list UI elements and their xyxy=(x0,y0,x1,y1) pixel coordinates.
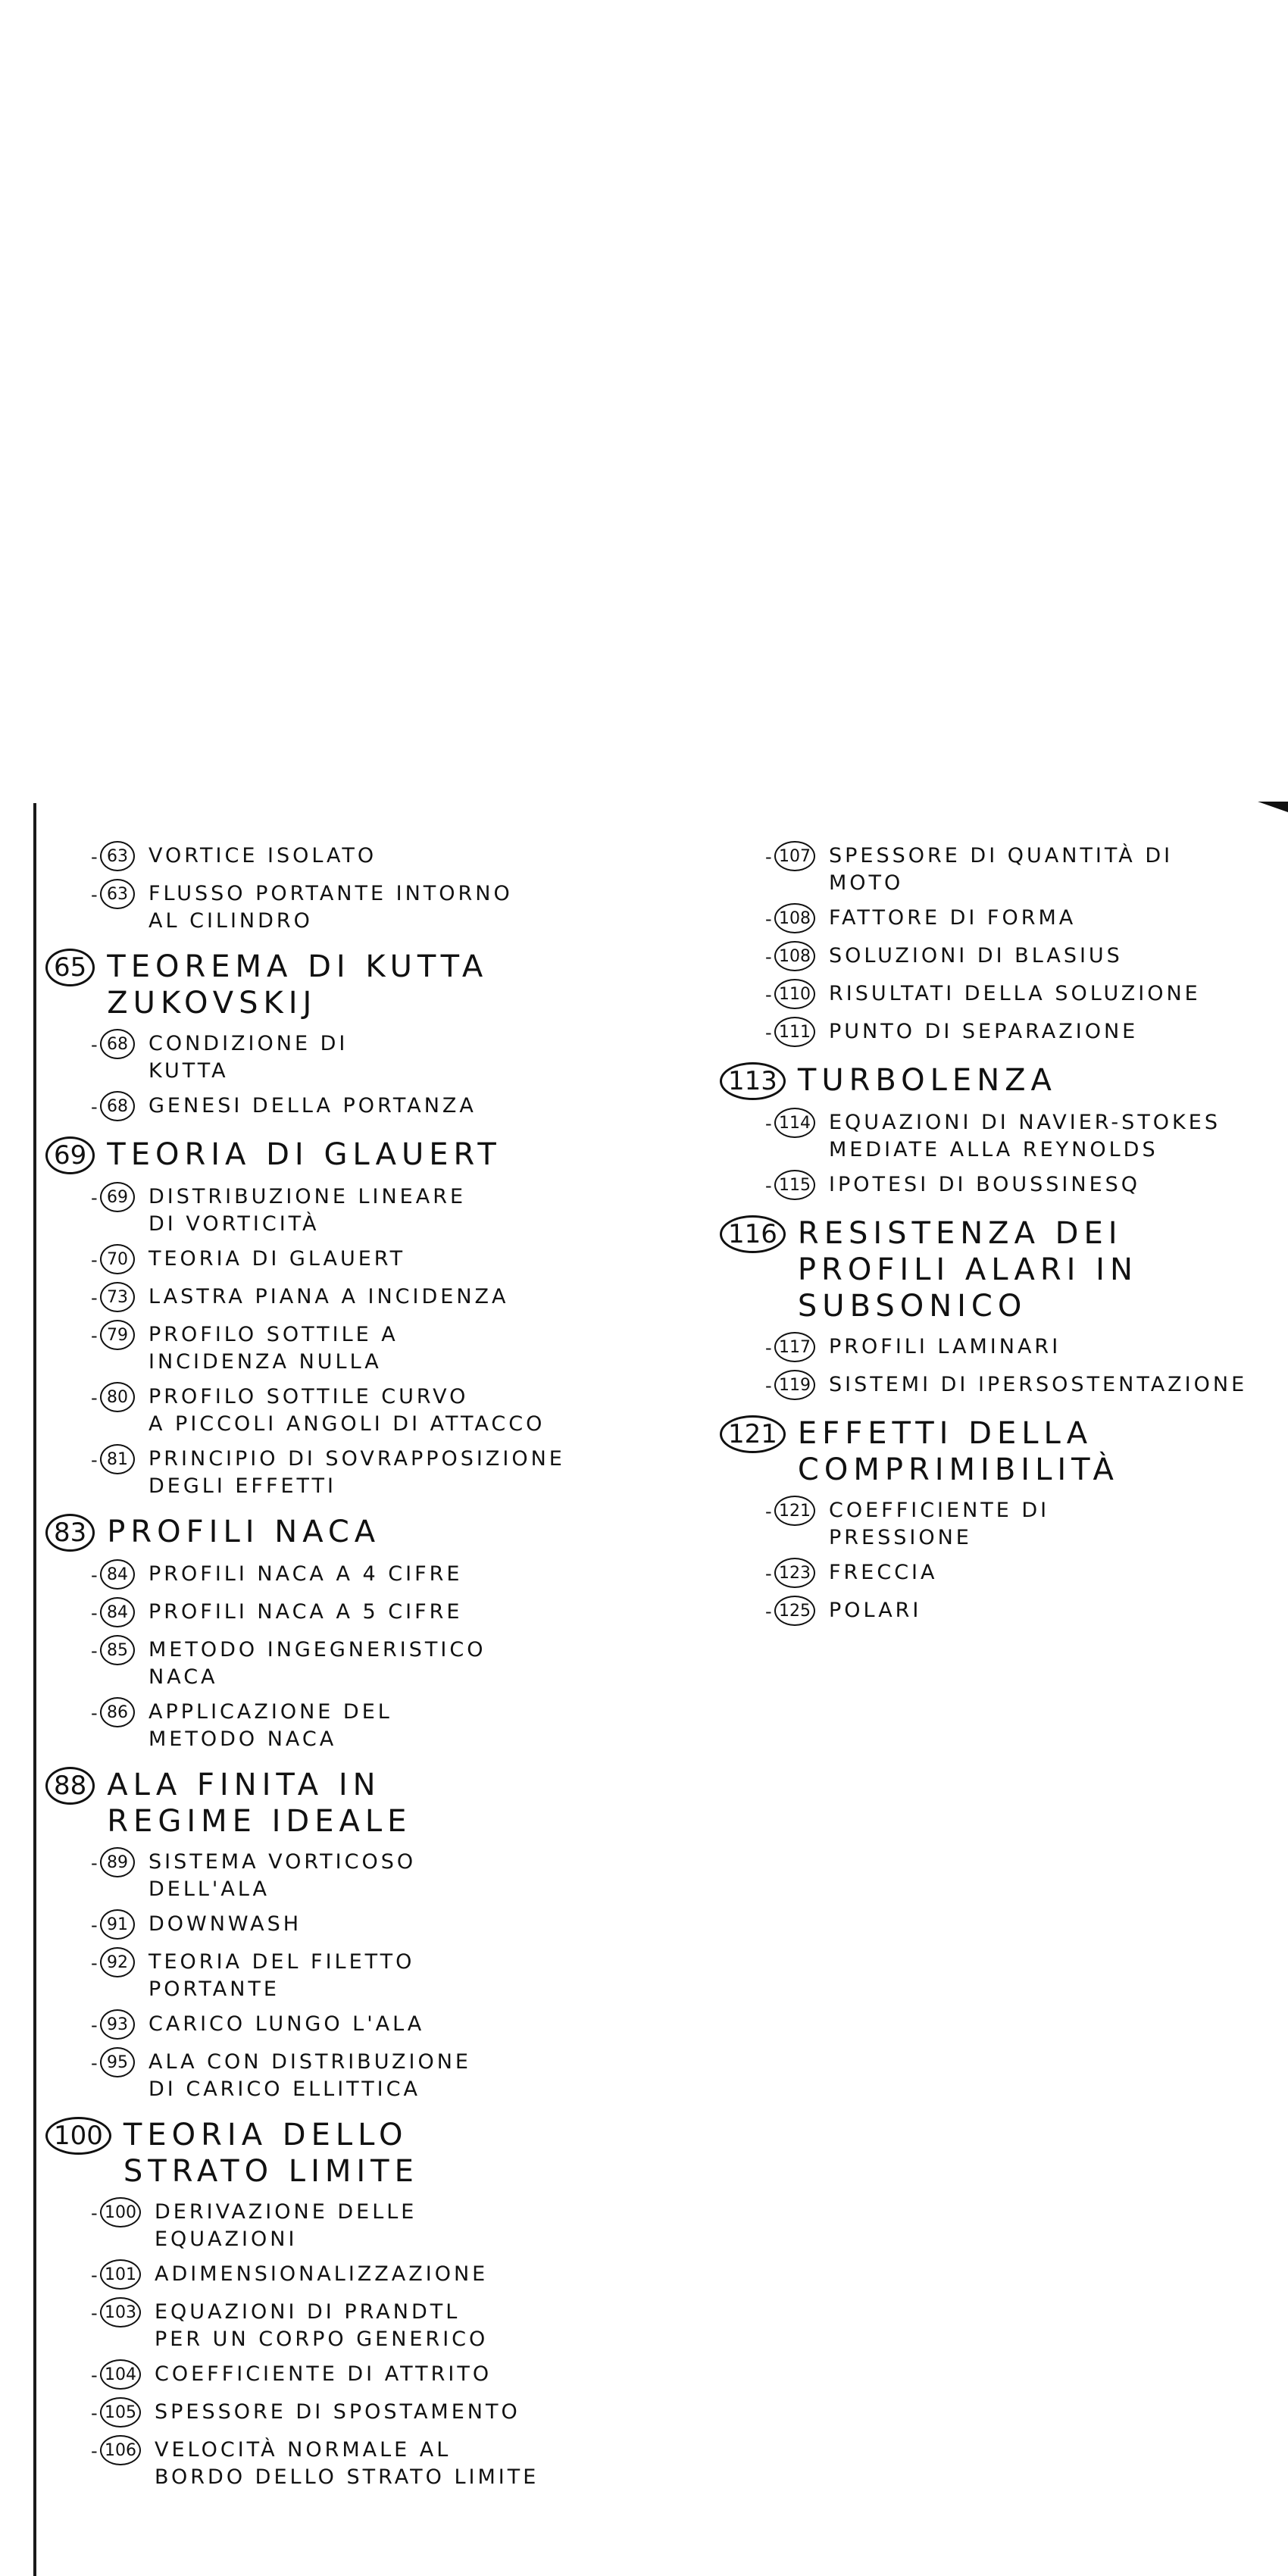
bullet-dash: - xyxy=(91,2015,98,2036)
subsection-list xyxy=(91,1029,591,1123)
item-page-number: 80 xyxy=(100,1382,135,1412)
item-page-number: 79 xyxy=(100,1320,135,1350)
section-title: TEOREMA DI KUTTA ZUKOVSKIJ xyxy=(107,949,489,1021)
list-item xyxy=(765,841,1280,897)
bullet-dash: - xyxy=(91,1852,98,1874)
item-page-number: 104 xyxy=(100,2359,141,2390)
item-title: SPESSORE DI SPOSTAMENTO xyxy=(155,2400,521,2424)
bullet-dash: - xyxy=(91,1249,98,1271)
item-title: DOWNWASH xyxy=(148,1912,302,1936)
list-item xyxy=(91,1444,591,1500)
section-heading xyxy=(45,949,591,1021)
item-page-number: 84 xyxy=(100,1597,135,1627)
right-column-index xyxy=(720,833,1280,1641)
list-item xyxy=(765,1558,1280,1590)
section-heading xyxy=(45,1767,591,1840)
list-item xyxy=(91,2435,591,2491)
list-item xyxy=(91,1091,591,1123)
item-title: PROFILI NACA A 5 CIFRE xyxy=(148,1600,463,1624)
section-title: TURBOLENZA xyxy=(797,1063,1057,1098)
list-item xyxy=(91,1909,591,1941)
subsection-list xyxy=(765,1108,1280,1202)
list-item xyxy=(91,2259,591,2291)
bullet-dash: - xyxy=(91,846,98,868)
item-title: GENESI DELLA PORTANZA xyxy=(148,1094,477,1118)
bullet-dash: - xyxy=(91,1565,98,1586)
item-page-number: 68 xyxy=(100,1029,135,1059)
item-title: PROFILI NACA A 4 CIFRE xyxy=(148,1562,463,1586)
bullet-dash: - xyxy=(91,2265,98,2286)
item-title: VELOCITÀ NORMALE AL BORDO DELLO STRATO LIMITE xyxy=(155,2438,539,2489)
bullet-dash: - xyxy=(765,1175,772,1196)
item-page-number: 101 xyxy=(100,2259,141,2290)
list-item xyxy=(765,1596,1280,1627)
bullet-dash: - xyxy=(765,1337,772,1358)
item-page-number: 95 xyxy=(100,2047,135,2077)
item-page-number: 108 xyxy=(774,941,815,971)
item-page-number: 121 xyxy=(774,1496,815,1526)
bullet-dash: - xyxy=(765,946,772,968)
subsection-list xyxy=(91,1182,591,1500)
item-page-number: 110 xyxy=(774,979,815,1009)
item-page-number: 73 xyxy=(100,1282,135,1312)
item-title: PRINCIPIO DI SOVRAPPOSIZIONE DEGLI EFFETTI xyxy=(148,1447,565,1498)
bullet-dash: - xyxy=(765,908,772,930)
section-page-number: 113 xyxy=(720,1062,786,1100)
item-title: SISTEMA VORTICOSO DELL'ALA xyxy=(148,1850,417,1901)
item-page-number: 106 xyxy=(100,2435,141,2465)
section-page-number: 69 xyxy=(45,1136,95,1174)
section-title: TEORIA DI GLAUERT xyxy=(107,1137,502,1172)
subsection-list xyxy=(765,841,1280,1049)
item-title: SISTEMI DI IPERSOSTENTAZIONE xyxy=(829,1373,1248,1396)
item-page-number: 115 xyxy=(774,1170,815,1200)
item-page-number: 103 xyxy=(100,2297,141,2327)
section-page-number: 116 xyxy=(720,1215,786,1253)
list-item xyxy=(91,1697,591,1753)
list-item xyxy=(765,1332,1280,1364)
section-page-number: 83 xyxy=(45,1514,95,1552)
bullet-dash: - xyxy=(765,1501,772,1522)
item-title: VORTICE ISOLATO xyxy=(148,844,377,868)
list-item xyxy=(91,841,591,873)
item-title: FRECCIA xyxy=(829,1561,938,1584)
section-heading xyxy=(45,2117,591,2190)
item-page-number: 91 xyxy=(100,1909,135,1940)
subsection-list xyxy=(91,1847,591,2103)
bullet-dash: - xyxy=(91,2365,98,2386)
item-title: COEFFICIENTE DI ATTRITO xyxy=(155,2362,492,2386)
subsection-list xyxy=(765,1332,1280,1402)
section-heading xyxy=(45,1514,591,1552)
subsection-list xyxy=(91,2197,591,2491)
index-section xyxy=(45,1514,591,1753)
section-title: RESISTENZA DEI PROFILI ALARI IN SUBSONICO xyxy=(797,1216,1138,1324)
page-corner-mark xyxy=(1258,802,1288,812)
item-title: ALA CON DISTRIBUZIONE DI CARICO ELLITTICA xyxy=(148,2050,471,2101)
list-item xyxy=(91,1559,591,1591)
bullet-dash: - xyxy=(91,1640,98,1662)
list-item xyxy=(91,1182,591,1238)
section-title: TEORIA DELLO STRATO LIMITE xyxy=(123,2118,419,2189)
section-page-number: 100 xyxy=(45,2117,111,2155)
list-item xyxy=(91,1597,591,1629)
list-item xyxy=(765,903,1280,935)
item-page-number: 117 xyxy=(774,1332,815,1362)
item-page-number: 125 xyxy=(774,1596,815,1626)
item-page-number: 93 xyxy=(100,2009,135,2040)
list-item xyxy=(91,2297,591,2353)
item-title: SPESSORE DI QUANTITÀ DI MOTO xyxy=(829,844,1174,895)
item-page-number: 92 xyxy=(100,1947,135,1977)
item-title: CONDIZIONE DI KUTTA xyxy=(148,1032,349,1083)
list-item xyxy=(91,1029,591,1085)
item-title: APPLICAZIONE DEL METODO NACA xyxy=(148,1700,392,1751)
bullet-dash: - xyxy=(91,1952,98,1974)
item-title: FATTORE DI FORMA xyxy=(829,906,1077,930)
left-column-index xyxy=(45,833,591,2505)
list-item xyxy=(91,1320,591,1376)
list-item xyxy=(91,1635,591,1691)
item-title: PROFILO SOTTILE A INCIDENZA NULLA xyxy=(148,1323,399,1374)
item-title: PROFILI LAMINARI xyxy=(829,1335,1061,1358)
item-title: IPOTESI DI BOUSSINESQ xyxy=(829,1173,1141,1196)
list-item xyxy=(765,1108,1280,1164)
item-page-number: 86 xyxy=(100,1697,135,1727)
section-page-number: 65 xyxy=(45,949,95,986)
list-item xyxy=(91,1947,591,2003)
bullet-dash: - xyxy=(91,1096,98,1118)
item-page-number: 108 xyxy=(774,903,815,933)
item-title: CARICO LUNGO L'ALA xyxy=(148,2012,425,2036)
item-title: TEORIA DI GLAUERT xyxy=(148,1247,406,1271)
section-heading xyxy=(720,1415,1280,1488)
section-heading xyxy=(720,1062,1280,1100)
item-title: DERIVAZIONE DELLE EQUAZIONI xyxy=(155,2200,417,2251)
bullet-dash: - xyxy=(91,2302,98,2324)
item-title: SOLUZIONI DI BLASIUS xyxy=(829,944,1123,968)
bullet-dash: - xyxy=(91,1449,98,1471)
bullet-dash: - xyxy=(91,884,98,905)
item-title: PUNTO DI SEPARAZIONE xyxy=(829,1020,1139,1043)
item-title: POLARI xyxy=(829,1599,922,1622)
list-item xyxy=(91,2397,591,2429)
bullet-dash: - xyxy=(91,2402,98,2424)
item-title: PROFILO SOTTILE CURVO A PICCOLI ANGOLI DI ATTACCO xyxy=(148,1385,546,1436)
bullet-dash: - xyxy=(91,1387,98,1408)
bullet-dash: - xyxy=(91,1034,98,1055)
bullet-dash: - xyxy=(91,2202,98,2224)
item-page-number: 85 xyxy=(100,1635,135,1665)
item-title: LASTRA PIANA A INCIDENZA xyxy=(148,1285,509,1308)
item-title: EQUAZIONI DI NAVIER-STOKES MEDIATE ALLA REYNOLDS xyxy=(829,1111,1221,1161)
bullet-dash: - xyxy=(765,1601,772,1622)
bullet-dash: - xyxy=(765,1563,772,1584)
item-page-number: 119 xyxy=(774,1370,815,1400)
bullet-dash: - xyxy=(91,1915,98,1936)
item-title: TEORIA DEL FILETTO PORTANTE xyxy=(148,1950,415,2001)
list-item xyxy=(765,941,1280,973)
index-section xyxy=(720,841,1280,1049)
subsection-list xyxy=(91,1559,591,1753)
bullet-dash: - xyxy=(765,984,772,1005)
section-title: PROFILI NACA xyxy=(107,1515,381,1549)
item-page-number: 107 xyxy=(774,841,815,871)
section-page-number: 88 xyxy=(45,1767,95,1805)
section-heading xyxy=(45,1136,591,1174)
item-page-number: 69 xyxy=(100,1182,135,1212)
list-item xyxy=(91,1244,591,1276)
index-section xyxy=(45,1767,591,2103)
item-page-number: 114 xyxy=(774,1108,815,1138)
list-item xyxy=(91,2359,591,2391)
bullet-dash: - xyxy=(765,1113,772,1134)
item-page-number: 100 xyxy=(100,2197,141,2227)
list-item xyxy=(91,2047,591,2103)
section-page-number: 121 xyxy=(720,1415,786,1453)
item-title: ADIMENSIONALIZZAZIONE xyxy=(155,2262,489,2286)
list-item xyxy=(91,2197,591,2253)
bullet-dash: - xyxy=(765,846,772,868)
bullet-dash: - xyxy=(765,1022,772,1043)
bullet-dash: - xyxy=(91,1187,98,1208)
bullet-dash: - xyxy=(765,1375,772,1396)
index-section xyxy=(45,841,591,935)
section-heading xyxy=(720,1215,1280,1324)
list-item xyxy=(91,879,591,935)
list-item xyxy=(765,1017,1280,1049)
list-item xyxy=(765,1370,1280,1402)
item-page-number: 68 xyxy=(100,1091,135,1121)
item-page-number: 81 xyxy=(100,1444,135,1474)
item-page-number: 63 xyxy=(100,841,135,871)
bullet-dash: - xyxy=(91,1287,98,1308)
item-title: DISTRIBUZIONE LINEARE DI VORTICITÀ xyxy=(148,1185,467,1236)
item-page-number: 63 xyxy=(100,879,135,909)
subsection-list xyxy=(765,1496,1280,1627)
binding-margin-line xyxy=(33,803,36,2576)
index-section xyxy=(720,1415,1280,1627)
section-title: EFFETTI DELLA COMPRIMIBILITÀ xyxy=(797,1416,1119,1487)
list-item xyxy=(765,979,1280,1011)
list-item xyxy=(91,1282,591,1314)
section-title: ALA FINITA IN REGIME IDEALE xyxy=(107,1768,412,1839)
item-title: METODO INGEGNERISTICO NACA xyxy=(148,1638,486,1689)
index-section xyxy=(45,1136,591,1500)
bullet-dash: - xyxy=(91,2440,98,2462)
item-title: EQUAZIONI DI PRANDTL PER UN CORPO GENERICO xyxy=(155,2300,489,2351)
list-item xyxy=(765,1170,1280,1202)
list-item xyxy=(91,1382,591,1438)
bullet-dash: - xyxy=(91,2052,98,2074)
index-section xyxy=(45,2117,591,2491)
list-item xyxy=(765,1496,1280,1552)
list-item xyxy=(91,2009,591,2041)
index-section xyxy=(720,1215,1280,1402)
item-page-number: 84 xyxy=(100,1559,135,1590)
item-page-number: 123 xyxy=(774,1558,815,1588)
item-title: FLUSSO PORTANTE INTORNO AL CILINDRO xyxy=(148,882,513,933)
bullet-dash: - xyxy=(91,1702,98,1724)
item-page-number: 111 xyxy=(774,1017,815,1047)
item-page-number: 89 xyxy=(100,1847,135,1877)
index-section xyxy=(45,949,591,1123)
bullet-dash: - xyxy=(91,1602,98,1624)
subsection-list xyxy=(91,841,591,935)
item-page-number: 70 xyxy=(100,1244,135,1274)
item-title: RISULTATI DELLA SOLUZIONE xyxy=(829,982,1201,1005)
item-title: COEFFICIENTE DI PRESSIONE xyxy=(829,1499,1050,1549)
bullet-dash: - xyxy=(91,1325,98,1346)
index-section xyxy=(720,1062,1280,1202)
item-page-number: 105 xyxy=(100,2397,141,2428)
list-item xyxy=(91,1847,591,1903)
